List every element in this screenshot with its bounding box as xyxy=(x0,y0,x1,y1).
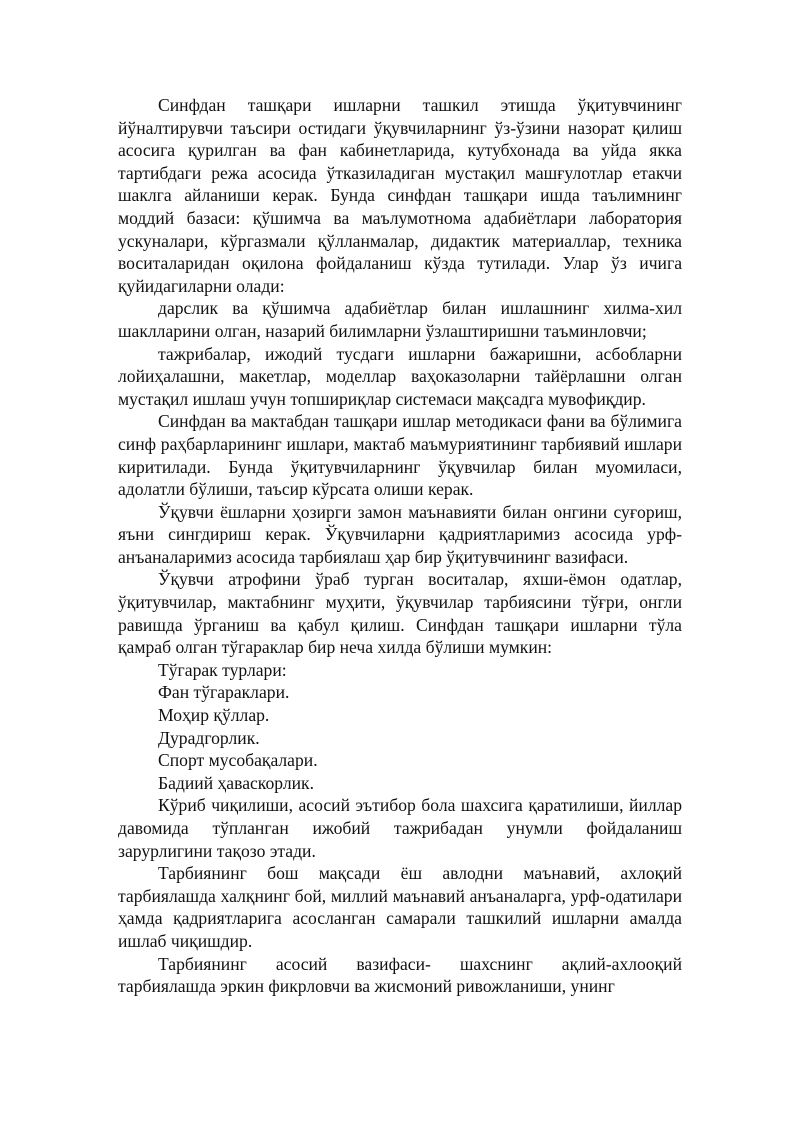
paragraph-environment: Ўқувчи атрофини ўраб турган воситалар, яхши-ёмон одатлар, ўқитувчилар, мактабнинг муҳити, ўқувчилар тарбиясини тўғри, онгли равишда ўрганиш ва қабул қилиш. Синфдан ташқари ишларни тўла қамраб олган тўгараклар бир неча хилда бўлиши мумкин: xyxy=(118,569,682,658)
paragraph-methodology: Синфдан ва мактабдан ташқари ишлар методикаси фани ва бўлимига синф раҳбарларининг ишлари, мактаб маъмуриятининг тарбиявий ишлари киритилади. Бунда ўқитувчиларнинг ўқувчилар билан муомиласи, адолатли бўлиши, таъсир кўрсата олиши керак. xyxy=(118,411,682,500)
list-item: Фан тўгараклари. xyxy=(158,682,290,703)
paragraph-textbooks: дарслик ва қўшимча адабиётлар билан ишлашнинг хилма-хил шаклларини олган, назарий билимларни ўзлаштиришни таъминловчи; xyxy=(118,298,682,341)
list-title: Тўгарак турлари: xyxy=(158,659,287,680)
paragraph-intro: Синфдан ташқари ишларни ташкил этишда ўқитувчининг йўналтирувчи таъсири остидаги ўқувчиларнинг ўз-ўзини назорат қилиш асосига қурилган ва фан кабинетларида, кутубхонада ва уйда якка тартибдаги режа асосида ўтказиладиган мустақил машғулотлар етакчи шаклга айланиши керак. Бунда синфдан ташқари ишда таълимнинг моддий базаси: қўшимча ва маълумотнома адабиётлари лаборатория ускуналари, кўргазмали қўлланмалар, дидактик материаллар, техника воситаларидан оқилона фойдаланиш кўзда тутилади. Улар ўз ичига қуйидагиларни олади: xyxy=(118,95,682,296)
paragraph-spirituality: Ўқувчи ёшларни ҳозирги замон маънавияти билан онгини суғориш, яъни сингдириш керак. Ўқувчиларни қадриятларимиз асосида урф-анъаналаримиз асосида тарбиялаш ҳар бир ўқитувчининг вазифаси. xyxy=(118,501,682,567)
list-item: Моҳир қўллар. xyxy=(158,705,270,726)
list-item: Дурадгорлик. xyxy=(158,727,260,748)
paragraph-review: Кўриб чиқилиши, асосий эътибор бола шахсига қаратилиши, йиллар давомида тўпланган ижобий тажрибадан унумли фойдаланиш зарурлигини тақозо этади. xyxy=(118,795,682,861)
document-page xyxy=(118,94,682,998)
paragraph-main-task: Тарбиянинг асосий вазифаси- шахснинг ақлий-ахлооқий тарбиялашда эркин фикрловчи ва жисмоний ривожланиши, унинг xyxy=(118,953,682,997)
paragraph-experiments: тажрибалар, ижодий тусдаги ишларни бажаришни, асбобларни лойиҳалашни, макетлар, моделлар ваҳоказоларни тайёрлашни олган мустақил ишлаш учун топшириқлар системаси мақсадга мувофиқдир. xyxy=(118,343,682,409)
list-item: Спорт мусобақалари. xyxy=(158,750,318,771)
paragraph-main-goal: Тарбиянинг бош мақсади ёш авлодни маънавий, ахлоқий тарбиялашда халқнинг бой, миллий маънавий анъаналарга, урф-одатилари ҳамда қадриятларига асосланган самарали ташкилий ишларни амалда ишлаб чиқишдир. xyxy=(118,863,682,951)
list-item: Бадиий ҳаваскорлик. xyxy=(158,772,314,793)
